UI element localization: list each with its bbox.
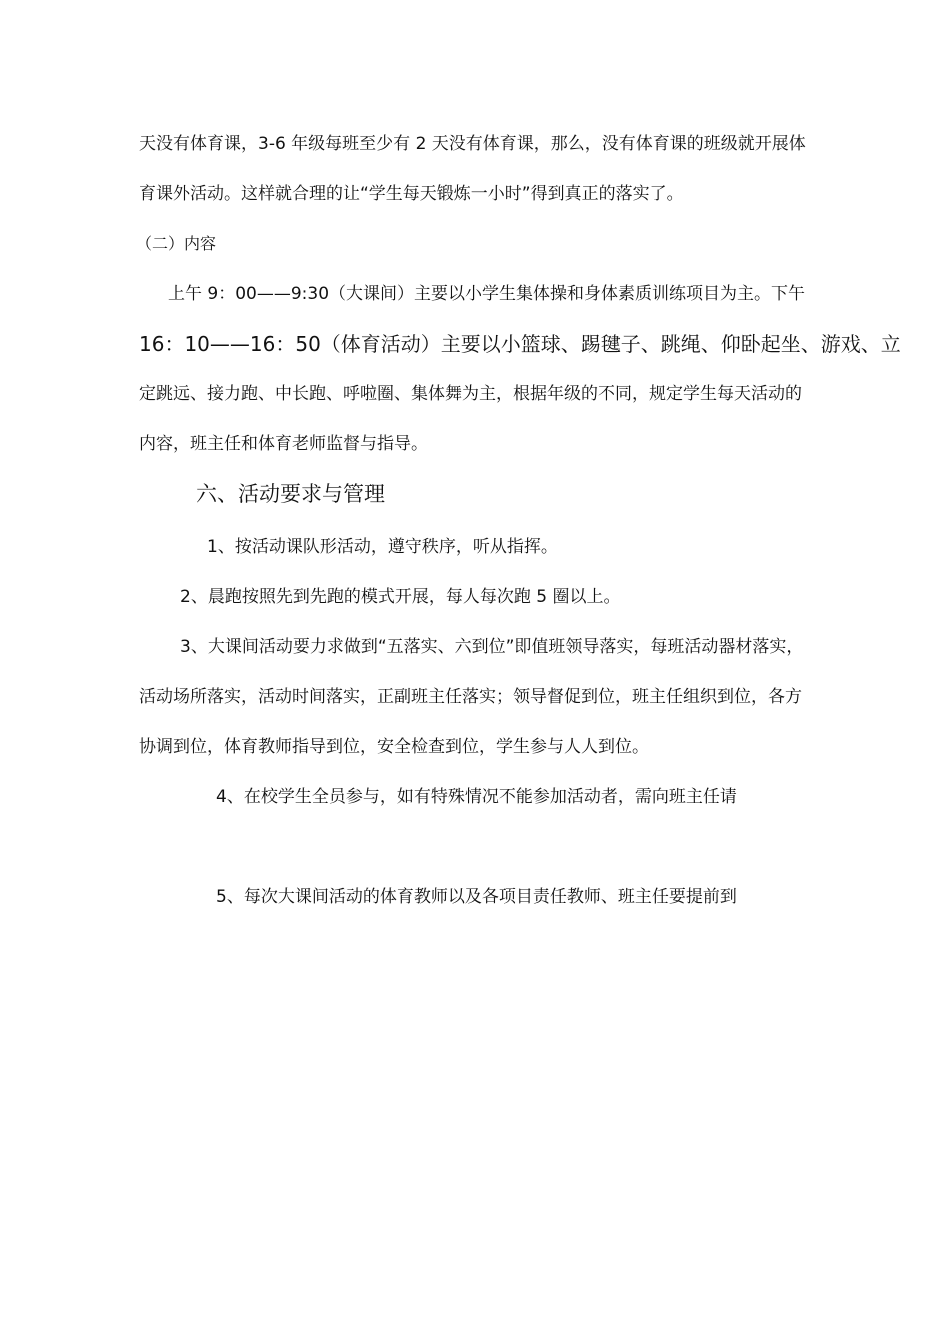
list-item-5: 5、每次大课间活动的体育教师以及各项目责任教师、班主任要提前到 (216, 887, 737, 907)
list-item-1: 1、按活动课队形活动，遵守秩序，听从指挥。 (207, 537, 558, 557)
paragraph-2-line-1: 上午 9：00——9:30（大课间）主要以小学生集体操和身体素质训练项目为主。下午 (168, 284, 806, 304)
list-item-3-line-1: 3、大课间活动要力求做到“五落实、六到位”即值班领导落实，每班活动器材落实， (180, 637, 804, 657)
subheading-content: （二）内容 (136, 234, 217, 253)
list-item-3-line-3: 协调到位，体育教师指导到位，安全检查到位，学生参与人人到位。 (139, 737, 649, 757)
paragraph-2-line-2: 16：10——16：50（体育活动）主要以小篮球、踢毽子、跳绳、仰卧起坐、游戏、立 (139, 332, 901, 356)
paragraph-2-line-3: 定跳远、接力跑、中长跑、呼啦圈、集体舞为主，根据年级的不同，规定学生每天活动的 (139, 384, 802, 404)
paragraph-2-line-4: 内容，班主任和体育老师监督与指导。 (139, 434, 428, 454)
list-item-3-line-2: 活动场所落实，活动时间落实，正副班主任落实；领导督促到位，班主任组织到位，各方 (139, 687, 802, 707)
list-item-4: 4、在校学生全员参与，如有特殊情况不能参加活动者，需向班主任请 (216, 787, 737, 807)
paragraph-1-line-1: 天没有体育课，3-6 年级每班至少有 2 天没有体育课，那么，没有体育课的班级就开展体 (139, 134, 806, 154)
section-heading: 六、活动要求与管理 (196, 482, 385, 506)
list-item-2: 2、晨跑按照先到先跑的模式开展，每人每次跑 5 圈以上。 (180, 587, 621, 607)
paragraph-1-line-2: 育课外活动。这样就合理的让“学生每天锻炼一小时”得到真正的落实了。 (139, 184, 684, 204)
